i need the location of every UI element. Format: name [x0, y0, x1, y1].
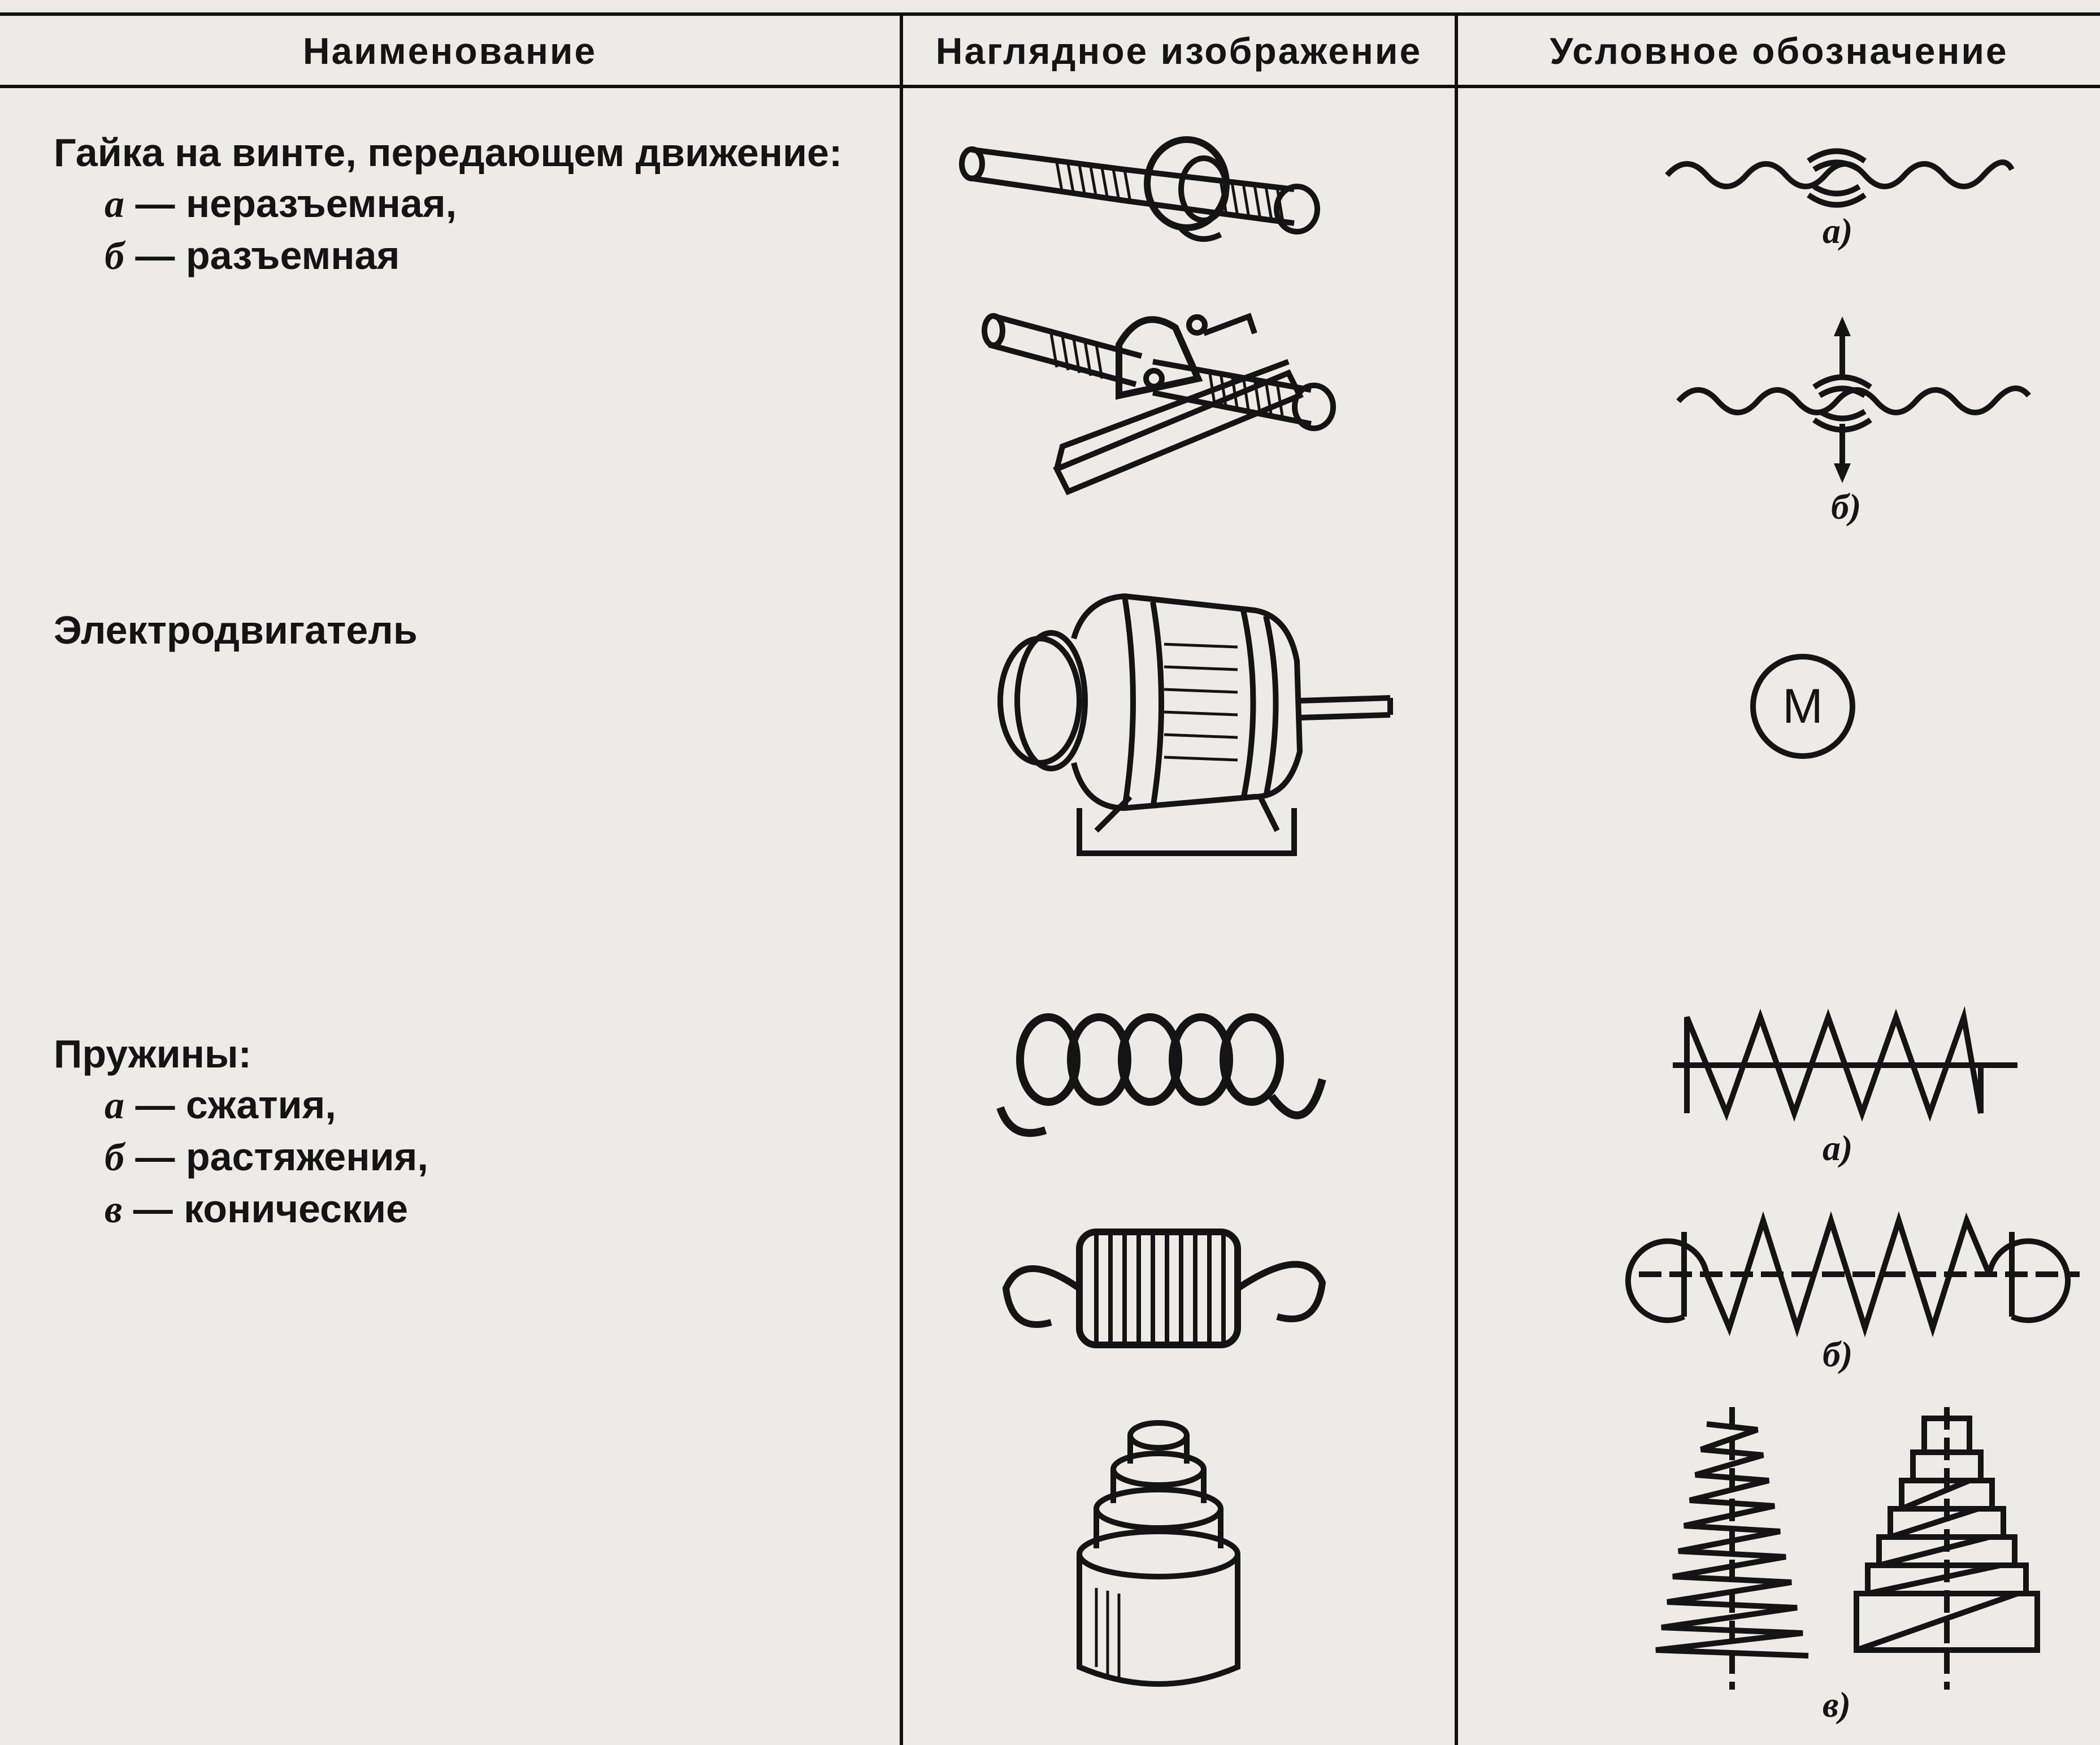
- item-text: — растяжения,: [124, 1135, 428, 1179]
- nut-symbol-label-a: а): [1823, 211, 1853, 251]
- nut-solid-illustration: [955, 116, 1351, 263]
- row-motor-title: Электродвигатель: [54, 608, 418, 652]
- item-text: — разъемная: [124, 233, 400, 277]
- springs-symbol-label-c: в): [1823, 1685, 1851, 1725]
- item-letter: а: [105, 1084, 124, 1127]
- header-picture: Наглядное изображение: [935, 30, 1422, 72]
- row-nut-item-a: [54, 178, 842, 230]
- motor-symbol-letter: М: [1782, 679, 1823, 733]
- item-text: — конические: [122, 1187, 408, 1231]
- tension-spring-illustration: [989, 1215, 1339, 1362]
- row-nut-item-b: [54, 230, 842, 282]
- row-nut-title: Гайка на винте, передающем движение:: [54, 131, 843, 175]
- conical-spring-symbol-zigzag: [1639, 1407, 1825, 1690]
- table-top-rule: [0, 12, 2100, 16]
- conical-spring-symbol-stepped: [1848, 1407, 2046, 1690]
- nut-split-symbol: [1673, 316, 2034, 486]
- header-bottom-rule: [0, 85, 2100, 88]
- item-letter: б: [105, 235, 124, 278]
- row-springs-title: Пружины:: [54, 1032, 251, 1076]
- nut-solid-symbol: [1661, 130, 2023, 215]
- compression-spring-symbol: [1673, 1012, 2023, 1119]
- column-divider-2: [1455, 12, 1458, 1745]
- springs-symbol-label-a: а): [1823, 1128, 1853, 1168]
- nut-symbol-label-b: б): [1831, 487, 1862, 527]
- compression-spring-illustration: [989, 1006, 1339, 1153]
- row-springs-item-a: [54, 1079, 428, 1131]
- item-letter: б: [105, 1136, 124, 1179]
- row-motor-name: [54, 605, 418, 656]
- item-text: — неразъемная,: [124, 181, 457, 225]
- row-nut-name: [54, 127, 842, 282]
- springs-symbol-label-b: б): [1823, 1334, 1853, 1374]
- column-divider-1: [900, 12, 903, 1745]
- item-text: — сжатия,: [124, 1083, 336, 1127]
- item-letter: в: [105, 1188, 123, 1231]
- item-letter: а: [105, 183, 124, 226]
- nut-split-illustration: [983, 294, 1379, 497]
- motor-illustration: [995, 582, 1390, 865]
- tension-spring-symbol: [1639, 1209, 2080, 1339]
- header-name: Наименование: [302, 30, 597, 72]
- header-symbol: Условное обозначение: [1550, 30, 2008, 72]
- row-springs-item-b: [54, 1131, 428, 1183]
- conical-spring-illustration: [1074, 1418, 1277, 1701]
- row-springs-item-c: [54, 1183, 428, 1235]
- row-springs-name: [54, 1028, 428, 1235]
